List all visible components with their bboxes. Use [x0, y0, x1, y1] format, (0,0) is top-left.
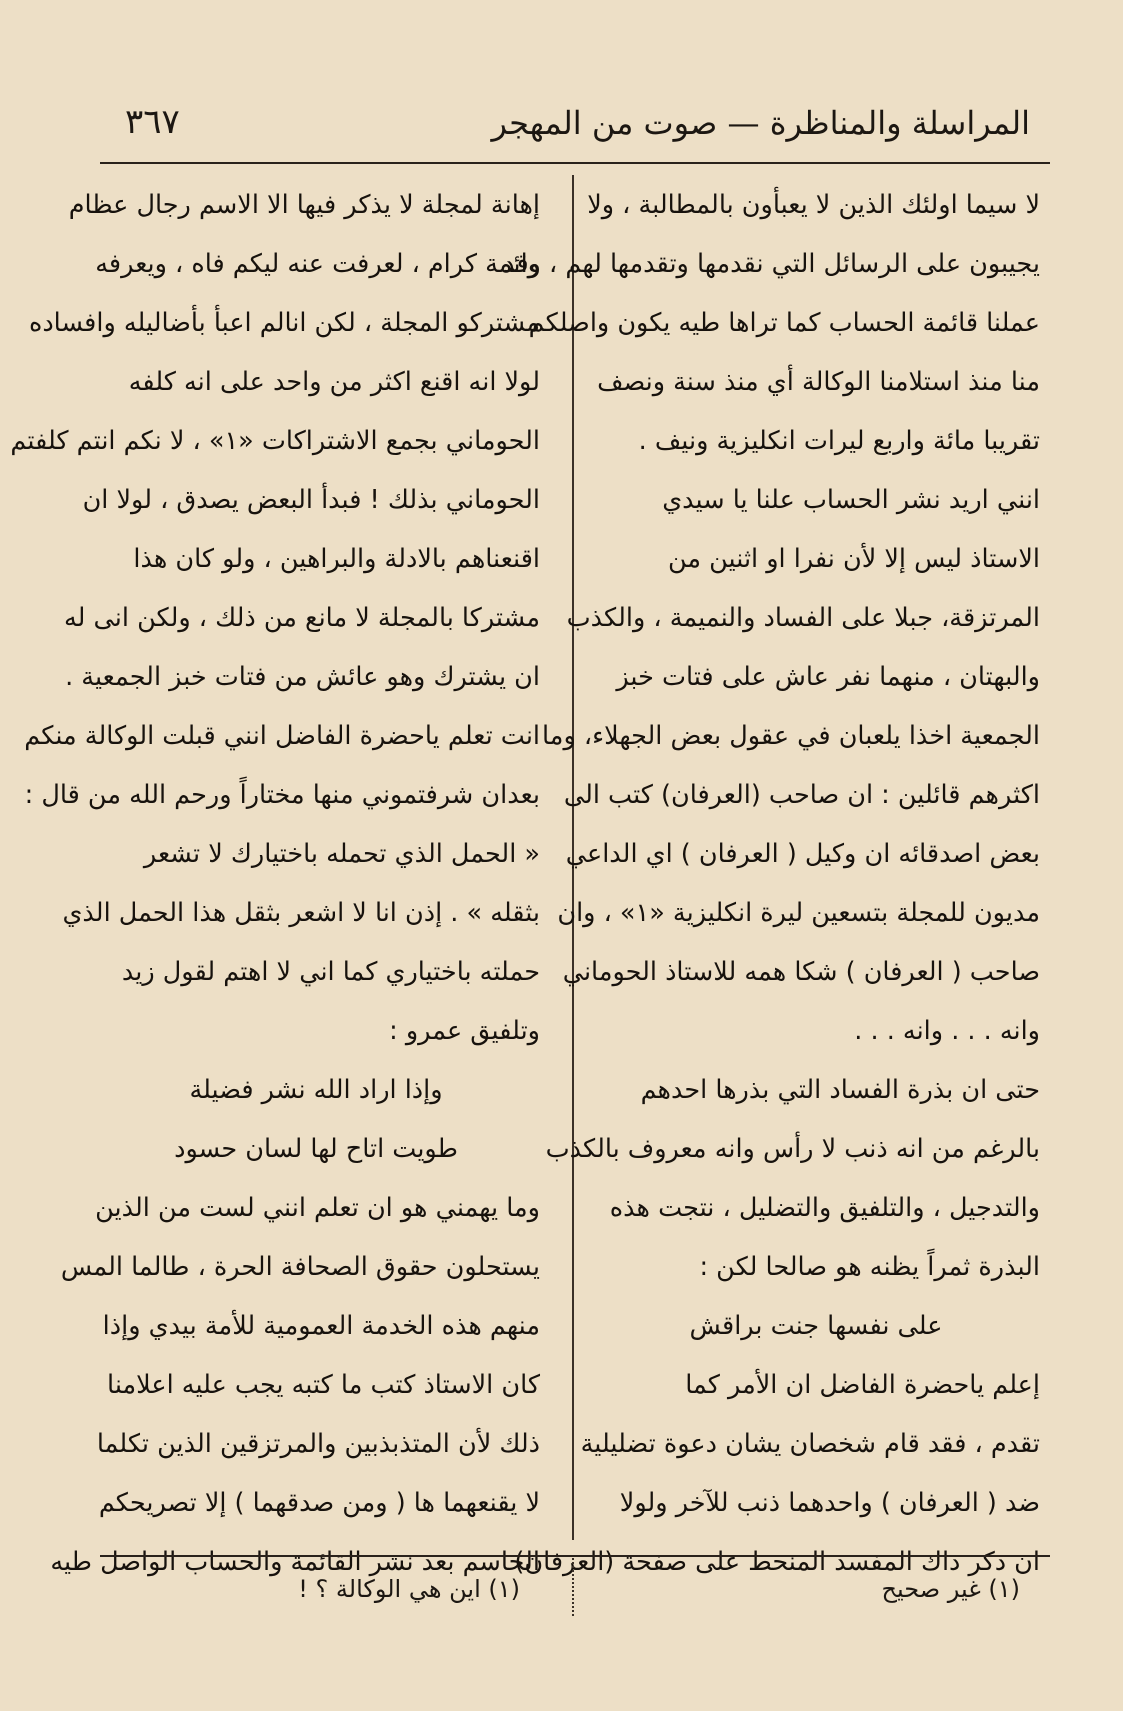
text-line: منا منذ استلامنا الوكالة أي منذ سنة ونصف: [597, 367, 1040, 397]
right-text-column: [503, 176, 1040, 1592]
text-line: مديون للمجلة بتسعين ليرة انكليزية «١» ، وان: [557, 898, 1040, 928]
text-line: ضد ( العرفان ) واحدهما ذنب للآخر ولولا: [619, 1488, 1040, 1518]
text-line: وائمة كرام ، لعرفت عنه ليكم فاه ، ويعرفه: [95, 249, 540, 279]
text-line: « الحمل الذي تحمله باختيارك لا تشعر: [143, 839, 540, 869]
text-line: إعلم ياحضرة الفاضل ان الأمر كما: [685, 1370, 1040, 1400]
text-line: وما يهمني هو ان تعلم انني لست من الذين: [95, 1193, 540, 1223]
page-number: ٣٦٧: [125, 102, 180, 142]
text-line: الجمعية اخذا يلعبان في عقول بعض الجهلاء، وما: [542, 721, 1040, 751]
text-line: الحوماني بذلك ! فبدأ البعض يصدق ، لولا ان: [82, 485, 540, 515]
text-line: لولا انه اقنع اكثر من واحد على انه كلفه: [128, 367, 540, 397]
text-line: تقريبا مائة واربع ليرات انكليزية ونيف .: [638, 426, 1040, 456]
text-line: يجيبون على الرسائل التي نقدمها وتقدمها لهم ، وقد: [503, 249, 1040, 279]
text-line: حتى ان بذرة الفساد التي بذرها احدهم: [640, 1075, 1040, 1105]
text-line: بعض اصدقائه ان وكيل ( العرفان ) اي الداعي: [565, 839, 1040, 869]
text-line: حملته باختياري كما اني لا اهتم لقول زيد: [121, 957, 540, 987]
running-title: المراسلة والمناظرة — صوت من المهجر: [491, 104, 1030, 142]
text-line: بعدان شرفتموني منها مختاراً ورحم الله من قال :: [24, 780, 540, 810]
text-line: لا سيما اولئك الذين لا يعبأون بالمطالبة ، ولا: [587, 190, 1040, 220]
right-footnote: (١) غير صحيح: [881, 1575, 1020, 1603]
text-line: الاستاذ ليس إلا لأن نفرا او اثنين من: [667, 544, 1040, 574]
text-line: ان يشترك وهو عائش من فتات خبز الجمعية .: [65, 662, 540, 692]
footnote-rule: [100, 1555, 1050, 1557]
text-line: إهانة لمجلة لا يذكر فيها الا الاسم رجال عظام: [68, 190, 540, 220]
text-line: منهم هذه الخدمة العمومية للأمة بيدي وإذا: [102, 1311, 540, 1341]
left-footnote: (١) اين هي الوكالة ؟ !: [298, 1575, 520, 1603]
text-line: ذلك لأن المتذبذبين والمرتزقين الذين تكلما: [96, 1429, 540, 1459]
text-line: وتلفيق عمرو :: [389, 1016, 540, 1046]
footnote-separator: [572, 1558, 574, 1616]
quoted-verse-line: طويت اتاح لها لسان حسود: [174, 1134, 458, 1164]
header-rule: [100, 162, 1050, 164]
text-line: الحاسم بعد نشر القائمة والحساب الواصل طيه: [50, 1547, 540, 1577]
text-line: البذرة ثمراً يظنه هو صالحا لكن :: [699, 1252, 1040, 1282]
text-line: انني اريد نشر الحساب علنا يا سيدي: [662, 485, 1040, 515]
quoted-verse-line: على نفسها جنت براقش: [689, 1311, 943, 1341]
text-line: بثقله » . إذن انا لا اشعر بثقل هذا الحمل الذي: [62, 898, 540, 928]
text-line: وانه . . . وانه . . .: [854, 1016, 1040, 1046]
text-line: يستحلون حقوق الصحافة الحرة ، طالما المس: [60, 1252, 540, 1282]
text-line: لا يقنعهما ها ( ومن صدقهما ) إلا تصريحكم: [98, 1488, 540, 1518]
text-line: المرتزقة، جبلا على الفساد والنميمة ، والكذب: [566, 603, 1040, 633]
left-text-column: [10, 176, 540, 1592]
text-line: والتدجيل ، والتلفيق والتضليل ، نتجت هذه: [609, 1193, 1040, 1223]
text-line: والبهتان ، منهما نفر عاش على فتات خبز: [616, 662, 1040, 692]
text-line: مشتركا بالمجلة لا مانع من ذلك ، ولكن انى له: [64, 603, 540, 633]
text-line: عملنا قائمة الحساب كما تراها طيه يكون واصلكم: [528, 308, 1040, 338]
text-line: تقدم ، فقد قام شخصان يشان دعوة تضليلية: [580, 1429, 1040, 1459]
page-header: [100, 100, 1050, 150]
page-edge: [1123, 0, 1141, 1711]
text-line: ان ذكر ذاك المفسد المنحط على صفحة (العرفان): [514, 1547, 1040, 1577]
text-line: انت تعلم ياحضرة الفاضل انني قبلت الوكالة منكم: [24, 721, 540, 751]
quoted-verse-line: وإذا اراد الله نشر فضيلة: [189, 1075, 443, 1105]
text-line: اكثرهم قائلين : ان صاحب (العرفان) كتب الى: [563, 780, 1040, 810]
text-line: صاحب ( العرفان ) شكا همه للاستاذ الحوماني: [562, 957, 1040, 987]
text-line: اقنعناهم بالادلة والبراهين ، ولو كان هذا: [133, 544, 540, 574]
text-line: كان الاستاذ كتب ما كتبه يجب عليه اعلامنا: [107, 1370, 540, 1400]
text-line: الحوماني بجمع الاشتراكات «١» ، لا نكم انتم كلفتم: [10, 426, 540, 456]
text-line: مشتركو المجلة ، لكن انالم اعبأ بأضاليله وافساده: [28, 308, 540, 338]
text-line: بالرغم من انه ذنب لا رأس وانه معروف بالكذب: [545, 1134, 1040, 1164]
